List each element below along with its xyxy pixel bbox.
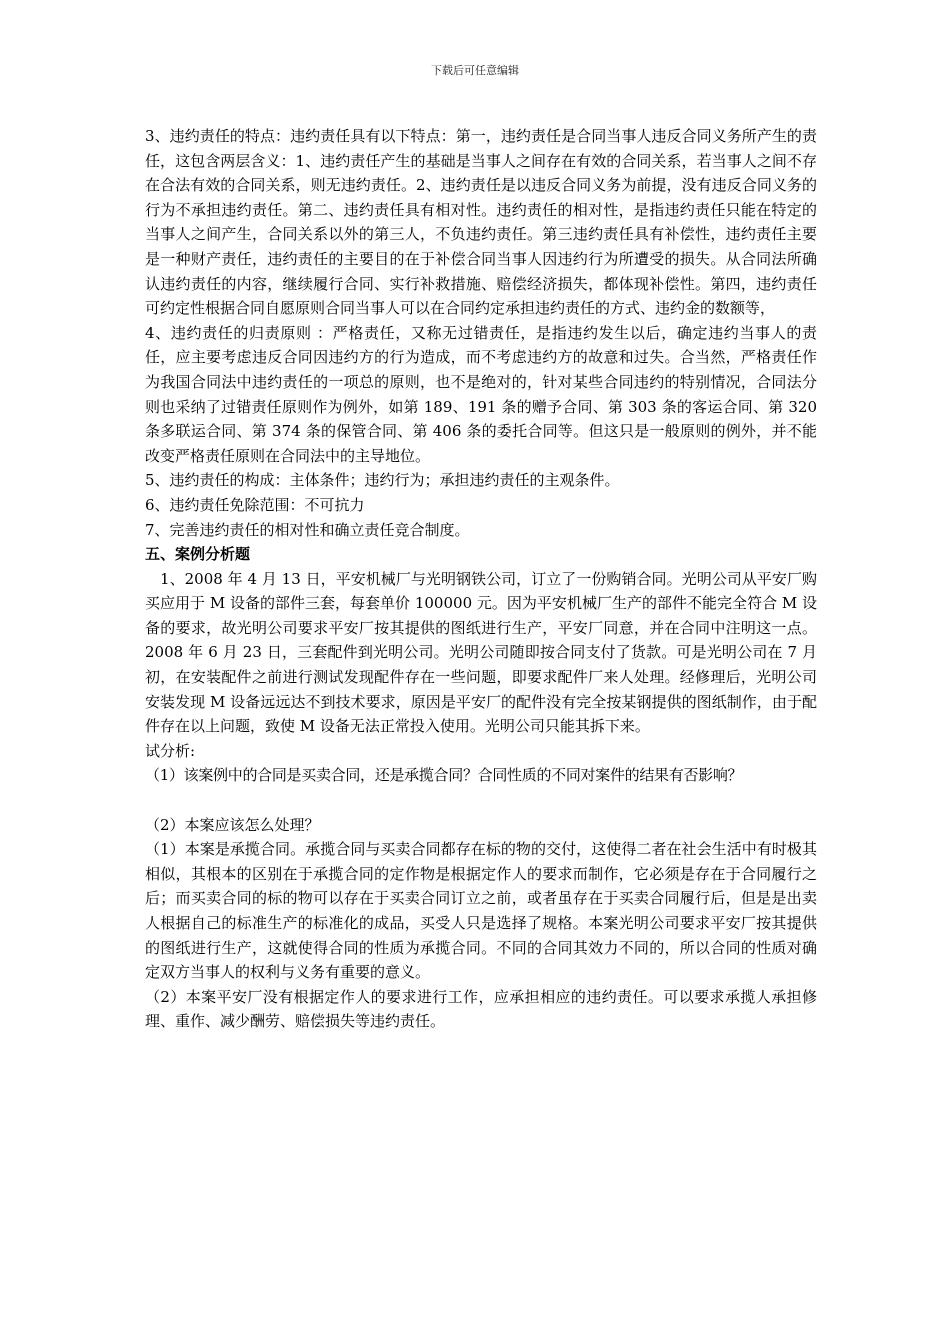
case-question-2: （2）本案应该怎么处理？ bbox=[145, 815, 320, 834]
paragraph-liability-improvement: 7、完善违约责任的相对性和确立责任竞合制度。 bbox=[145, 520, 470, 539]
page-header: 下载后可任意编辑 bbox=[431, 64, 519, 77]
case-answer-1: （1）本案是承揽合同。承揽合同与买卖合同都存在标的物的交付，这使得二者在社会生活中有时极其相似，其根本的区别在于承揽合同的定作物是根据定作人的要求而制作，它必须是存在于合同履行之后；而买卖合同的标的物可以存在于买卖合同订立之前，或者虽存在于买卖合同履行后，但是是出卖人根据自己的标准生产的标准化的成品，买受人只是选择了规格。本案光明公司要求平安厂按其提供的图纸进行生产，这就使得合同的性质为承揽合同。不同的合同其效力不同的，所以合同的性质对确定双方当事人的权利与义务有重要的意义。 bbox=[145, 840, 817, 982]
case-question-1: （1）该案例中的合同是买卖合同，还是承揽合同？合同性质的不同对案件的结果有否影响？ bbox=[145, 766, 743, 785]
case-answer-2: （2）本案平安厂没有根据定作人的要求进行工作，应承担相应的违约责任。可以要求承揽人承担修理、重作、减少酬劳、赔偿损失等违约责任。 bbox=[145, 987, 817, 1031]
blank-line bbox=[145, 788, 817, 813]
paragraph-liability-principle: 4、违约责任的归责原则 ：严格责任，又称无过错责任，是指违约发生以后，确定违约当事人的责任，应主要考虑违反合同因违约方的行为造成，而不考虑违约方的故意和过失。合当然，严格责任作为我国合同法中违约责任的一项总的原则，也不是绝对的，针对某些合同违约的特别情况，合同法分则也采纳了过错责任原则作为例外，如第 189、191 条的赠予合同、第 303 条的客运合同、第 320 条多联运合同、第 374 条的保管合同、第 406 条的委托合同等。但这只是一般原则的例外，并不能改变严格责任原则在合同法中的主导地位。 bbox=[145, 323, 817, 465]
paragraph-liability-elements: 5、违约责任的构成：主体条件；违约行为；承担违约责任的主观条件。 bbox=[145, 471, 620, 490]
case-prompt: 试分析: bbox=[145, 741, 196, 760]
paragraph-liability-exemption: 6、违约责任免除范围：不可抗力 bbox=[145, 495, 365, 514]
document-body bbox=[145, 124, 817, 1034]
case-description: 1、2008 年 4 月 13 日，平安机械厂与光明钢铁公司，订立了一份购销合同。光明公司从平安厂购买应用于 M 设备的部件三套，每套单价 100000 元。因为平安机械厂生产的部件不能完全符合 M 设备的要求，故光明公司要求平安厂按其提供的图纸进行生产，平安厂同意，并在合同中注明这一点。 2008 年 6 月 23 日，三套配件到光明公司。光明公司随即按合同支付了货款。可是光明公司在 7 月初，在安装配件之前进行测试发现配件存在一些问题，即要求配件厂来人处理。经修理后，光明公司安装发现 M 设备远远达不到技术要求，原因是平安厂的配件没有完全按某钢提供的图纸制作，由于配件存在以上问题，致使 M 设备无法正常投入使用。光明公司只能其拆下来。 bbox=[145, 569, 817, 736]
section-title: 五、案例分析题 bbox=[145, 545, 251, 564]
paragraph-liability-characteristics: 3、违约责任的特点：违约责任具有以下特点：第一，违约责任是合同当事人违反合同义务所产生的责任，这包含两层含义：1、违约责任产生的基础是当事人之间存在有效的合同关系，若当事人之间不存在合法有效的合同关系，则无违约责任。2、违约责任是以违反合同义务为前提，没有违反合同义务的行为不承担违约责任。第二、违约责任具有相对性。违约责任的相对性，是指违约责任只能在特定的当事人之间产生，合同关系以外的第三人，不负违约责任。第三违约责任具有补偿性，违约责任主要是一种财产责任，违约责任的主要目的在于补偿合同当事人因违约行为所遭受的损失。从合同法所确认违约责任的内容，继续履行合同、实行补救措施、赔偿经济损失，都体现补偿性。第四，违约责任可约定性根据合同自愿原则合同当事人可以在合同约定承担违约责任的方式、违约金的数额等， bbox=[145, 127, 817, 318]
